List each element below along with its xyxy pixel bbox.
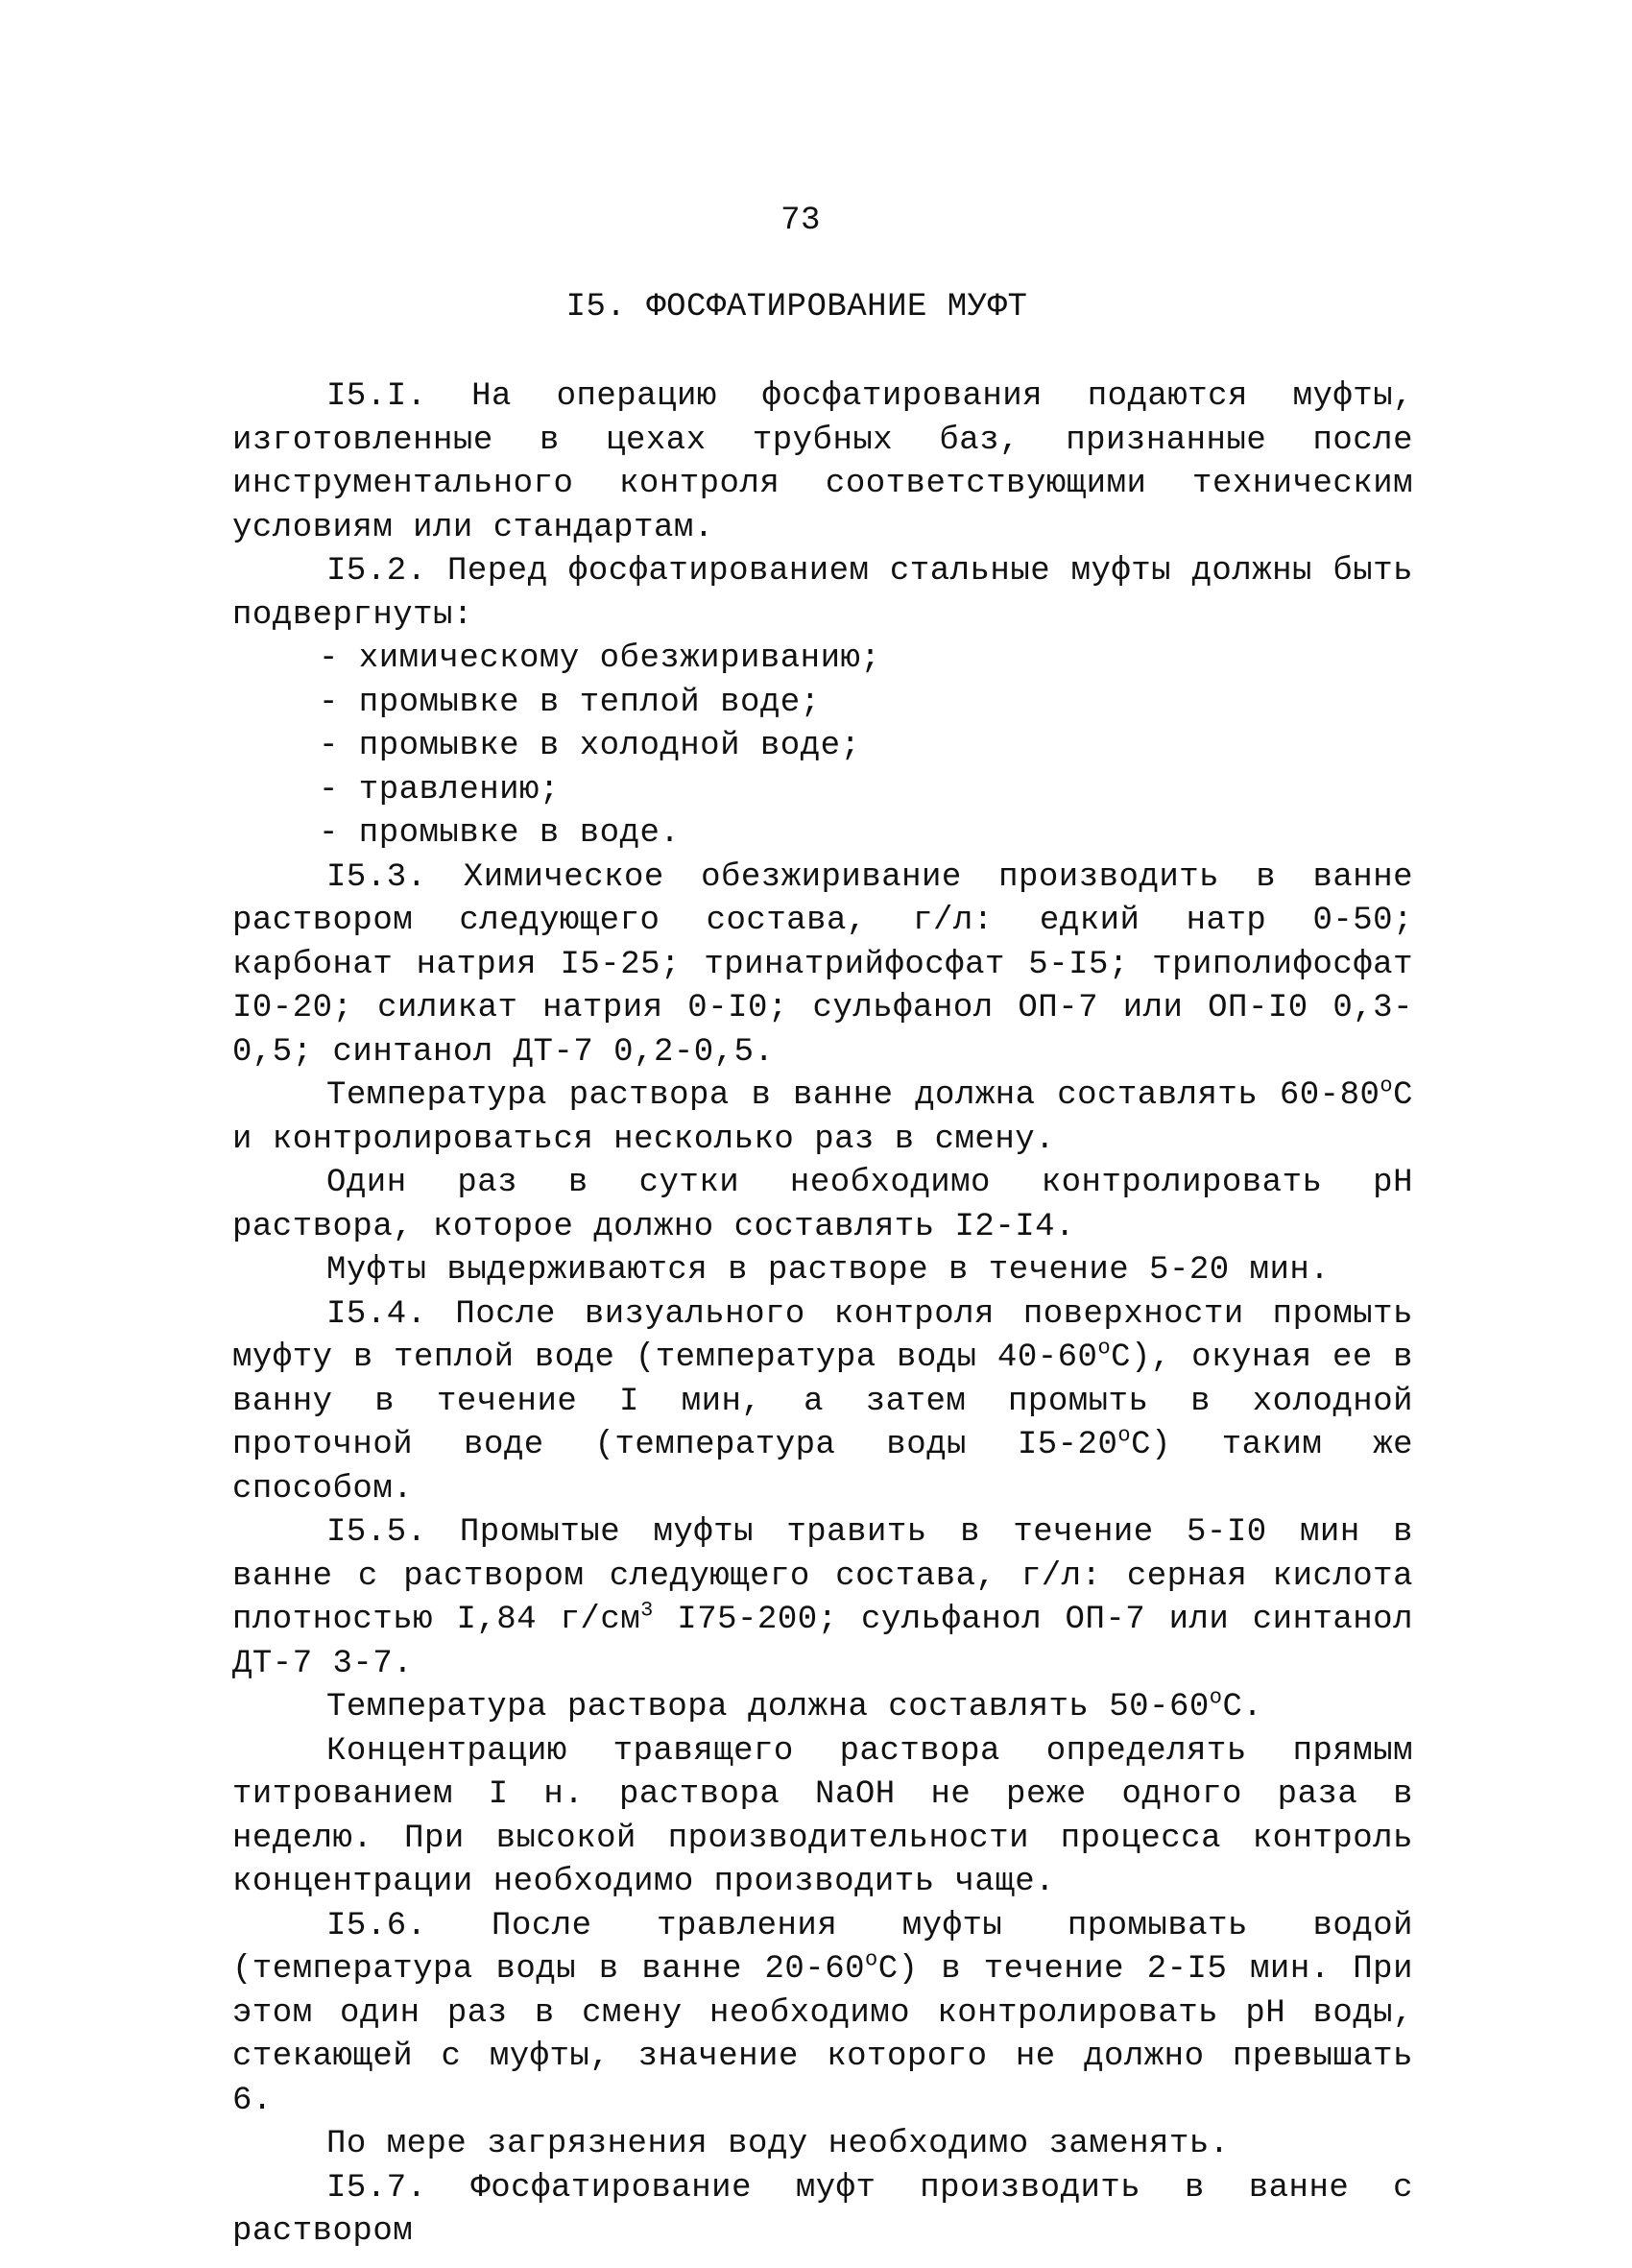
paragraph-15-4: I5.4. После визуального контроля поверхности промыть муфту в теплой воде (температура воды $40-60^оС$), окуная ее в ванну в течение I мин, а затем промыть в холодной проточной воде (температура воды $I5-20^оС$) таким же способом.	[232, 1295, 1414, 1508]
paragraph-ph-control: Один раз в сутки необходимо контролировать рН раствора, которое должно составлять I2-I4.	[232, 1165, 1413, 1245]
list-item: - промывке в воде.	[319, 815, 681, 852]
document-body	[232, 375, 1413, 2255]
page-number: 73	[780, 203, 821, 239]
paragraph-15-1: I5.I. На операцию фосфатирования подаются муфты, изготовленные в цехах трубных баз, признанные после инструментального контроля соответствующими техническим условиям или стандартам.	[232, 378, 1413, 546]
paragraph-15-2: I5.2. Перед фосфатированием стальные муфты должны быть подвергнуты:	[232, 553, 1413, 634]
paragraph-15-7: I5.7. Фосфатирование муфт производить в ванне с раствором	[232, 2169, 1413, 2250]
paragraph-15-3: I5.3. Химическое обезжиривание производить в ванне раствором следующего состава, г/л: едкий натр 0-50; карбонат натрия I5-25; тринатрийфосфат 5-I5; триполифосфат I0-20; силикат натрия 0-I0; сульфанол ОП-7 или ОП-I0 0,3-0,5; синтанол ДТ-7 0,2-0,5.	[232, 858, 1413, 1071]
section-title: I5. ФОСФАТИРОВАНИЕ МУФТ	[565, 289, 1028, 326]
paragraph-pickling-temperature: Температура раствора должна составлять $50-60^оС$.	[326, 1685, 1263, 1725]
paragraph-water-change: По мере загрязнения воду необходимо заменять.	[326, 2126, 1230, 2162]
paragraph-15-5: I5.5. Промытые муфты травить в течение 5-I0 мин в ванне с раствором следующего состава, г/л: серная кислота плотностью I,84 $г/см^3$ I75-200; сульфанол ОП-7 или синтанол ДТ-7 3-7.	[232, 1514, 1413, 1682]
procedure-list	[232, 638, 1413, 857]
paragraph-15-6: I5.6. После травления муфты промывать водой (температура воды в ванне $20-60^оС$) в течение 2-I5 мин. При этом один раз в смену необходимо контролировать рН воды, стекающей с муфты, значение которого не должно превышать 6.	[232, 1907, 1413, 2119]
paragraph-concentration: Концентрацию травящего раствора определять прямым титрованием I н. раствора NaOH не реже одного раза в неделю. При высокой производительности процесса контроль концентрации необходимо производить чаще.	[232, 1732, 1413, 1900]
paragraph-degrease-temperature: Температура раствора в ванне должна составлять $60-80^оС$ и контролироваться несколько раз в смену.	[232, 1074, 1413, 1158]
list-item: - промывке в теплой воде;	[319, 684, 821, 721]
list-item: - химическому обезжириванию;	[319, 640, 881, 677]
paragraph-hold-time: Муфты выдерживаются в растворе в течение 5-20 мин.	[326, 1252, 1331, 1289]
list-item: - травлению;	[319, 771, 560, 808]
list-item: - промывке в холодной воде;	[319, 728, 861, 764]
